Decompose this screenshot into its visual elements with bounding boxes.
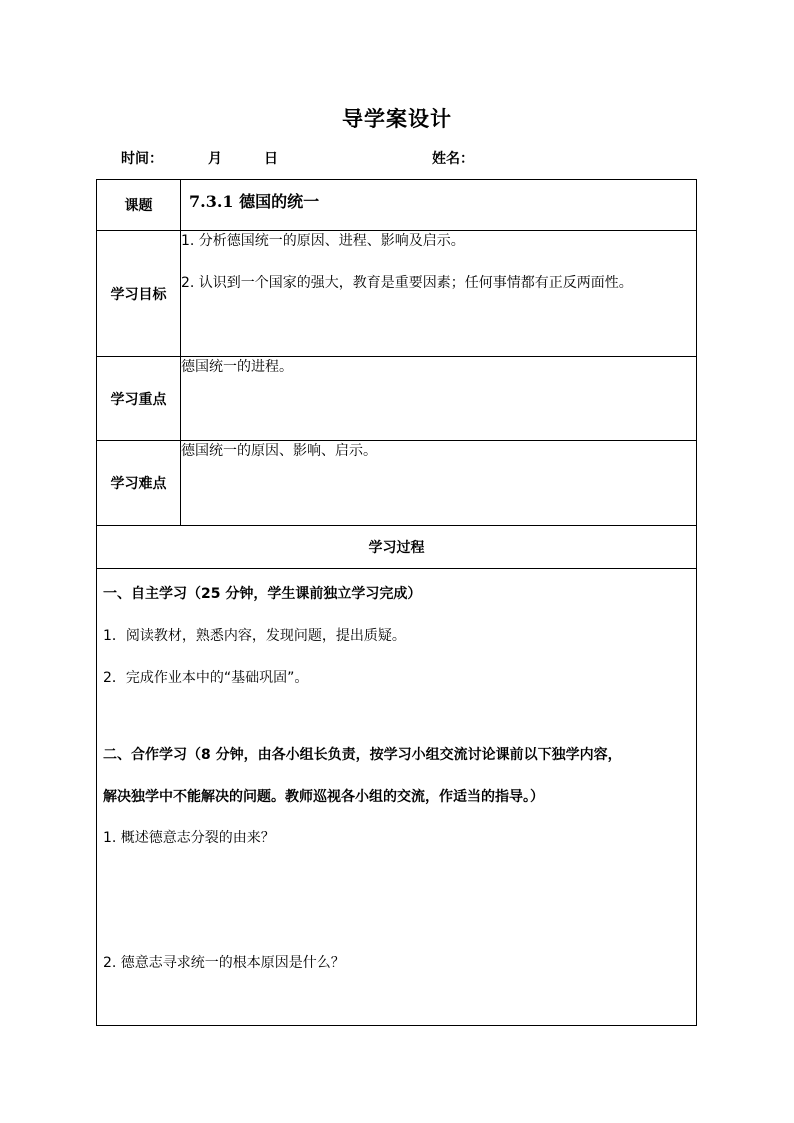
goals-row (97, 231, 697, 357)
difficulty-text: 德国统一的原因、影响、启示。 (181, 443, 377, 459)
page-title: 导学案设计 (342, 106, 452, 131)
self-study-heading: 一、自主学习（25 分钟，学生课前独立学习完成） (103, 586, 422, 602)
difficulty-cell (181, 441, 697, 526)
study-guide-table (96, 179, 697, 1026)
name-label: 姓名： (432, 151, 474, 167)
coop-study-heading-line2: 解决独学中不能解决的问题。教师巡视各小组的交流，作适当的指导。） (103, 789, 544, 805)
topic-label: 课题 (97, 180, 181, 231)
process-label: 学习过程 (97, 526, 697, 569)
process-header-row (97, 526, 697, 569)
topic-value: 7.3.1 德国的统一 (181, 180, 697, 231)
self-study-item: 1．阅读教材，熟悉内容，发现问题，提出质疑。 (103, 628, 406, 644)
time-label: 时间： (121, 151, 163, 167)
coop-question: 2. 德意志寻求统一的根本原因是什么？ (103, 955, 345, 971)
key-points-text: 德国统一的进程。 (181, 359, 293, 375)
coop-question: 1. 概述德意志分裂的由来？ (103, 830, 275, 846)
goals-cell (181, 231, 697, 357)
process-body-row (97, 569, 697, 1026)
goal-item: 2. 认识到一个国家的强大，教育是重要因素；任何事情都有正反两面性。 (181, 275, 633, 291)
process-body-cell (97, 569, 697, 1026)
month-label: 月 (208, 151, 222, 167)
difficulty-row (97, 441, 697, 526)
topic-row (97, 180, 697, 231)
key-points-label: 学习重点 (97, 357, 181, 441)
difficulty-label: 学习难点 (97, 441, 181, 526)
self-study-item: 2．完成作业本中的“基础巩固”。 (103, 670, 309, 686)
key-points-row (97, 357, 697, 441)
coop-study-heading-line1: 二、合作学习（8 分钟，由各小组长负责，按学习小组交流讨论课前以下独学内容， (103, 747, 622, 763)
goal-item: 1. 分析德国统一的原因、进程、影响及启示。 (181, 233, 465, 249)
key-points-cell (181, 357, 697, 441)
goals-label: 学习目标 (97, 231, 181, 357)
day-label: 日 (264, 151, 278, 167)
